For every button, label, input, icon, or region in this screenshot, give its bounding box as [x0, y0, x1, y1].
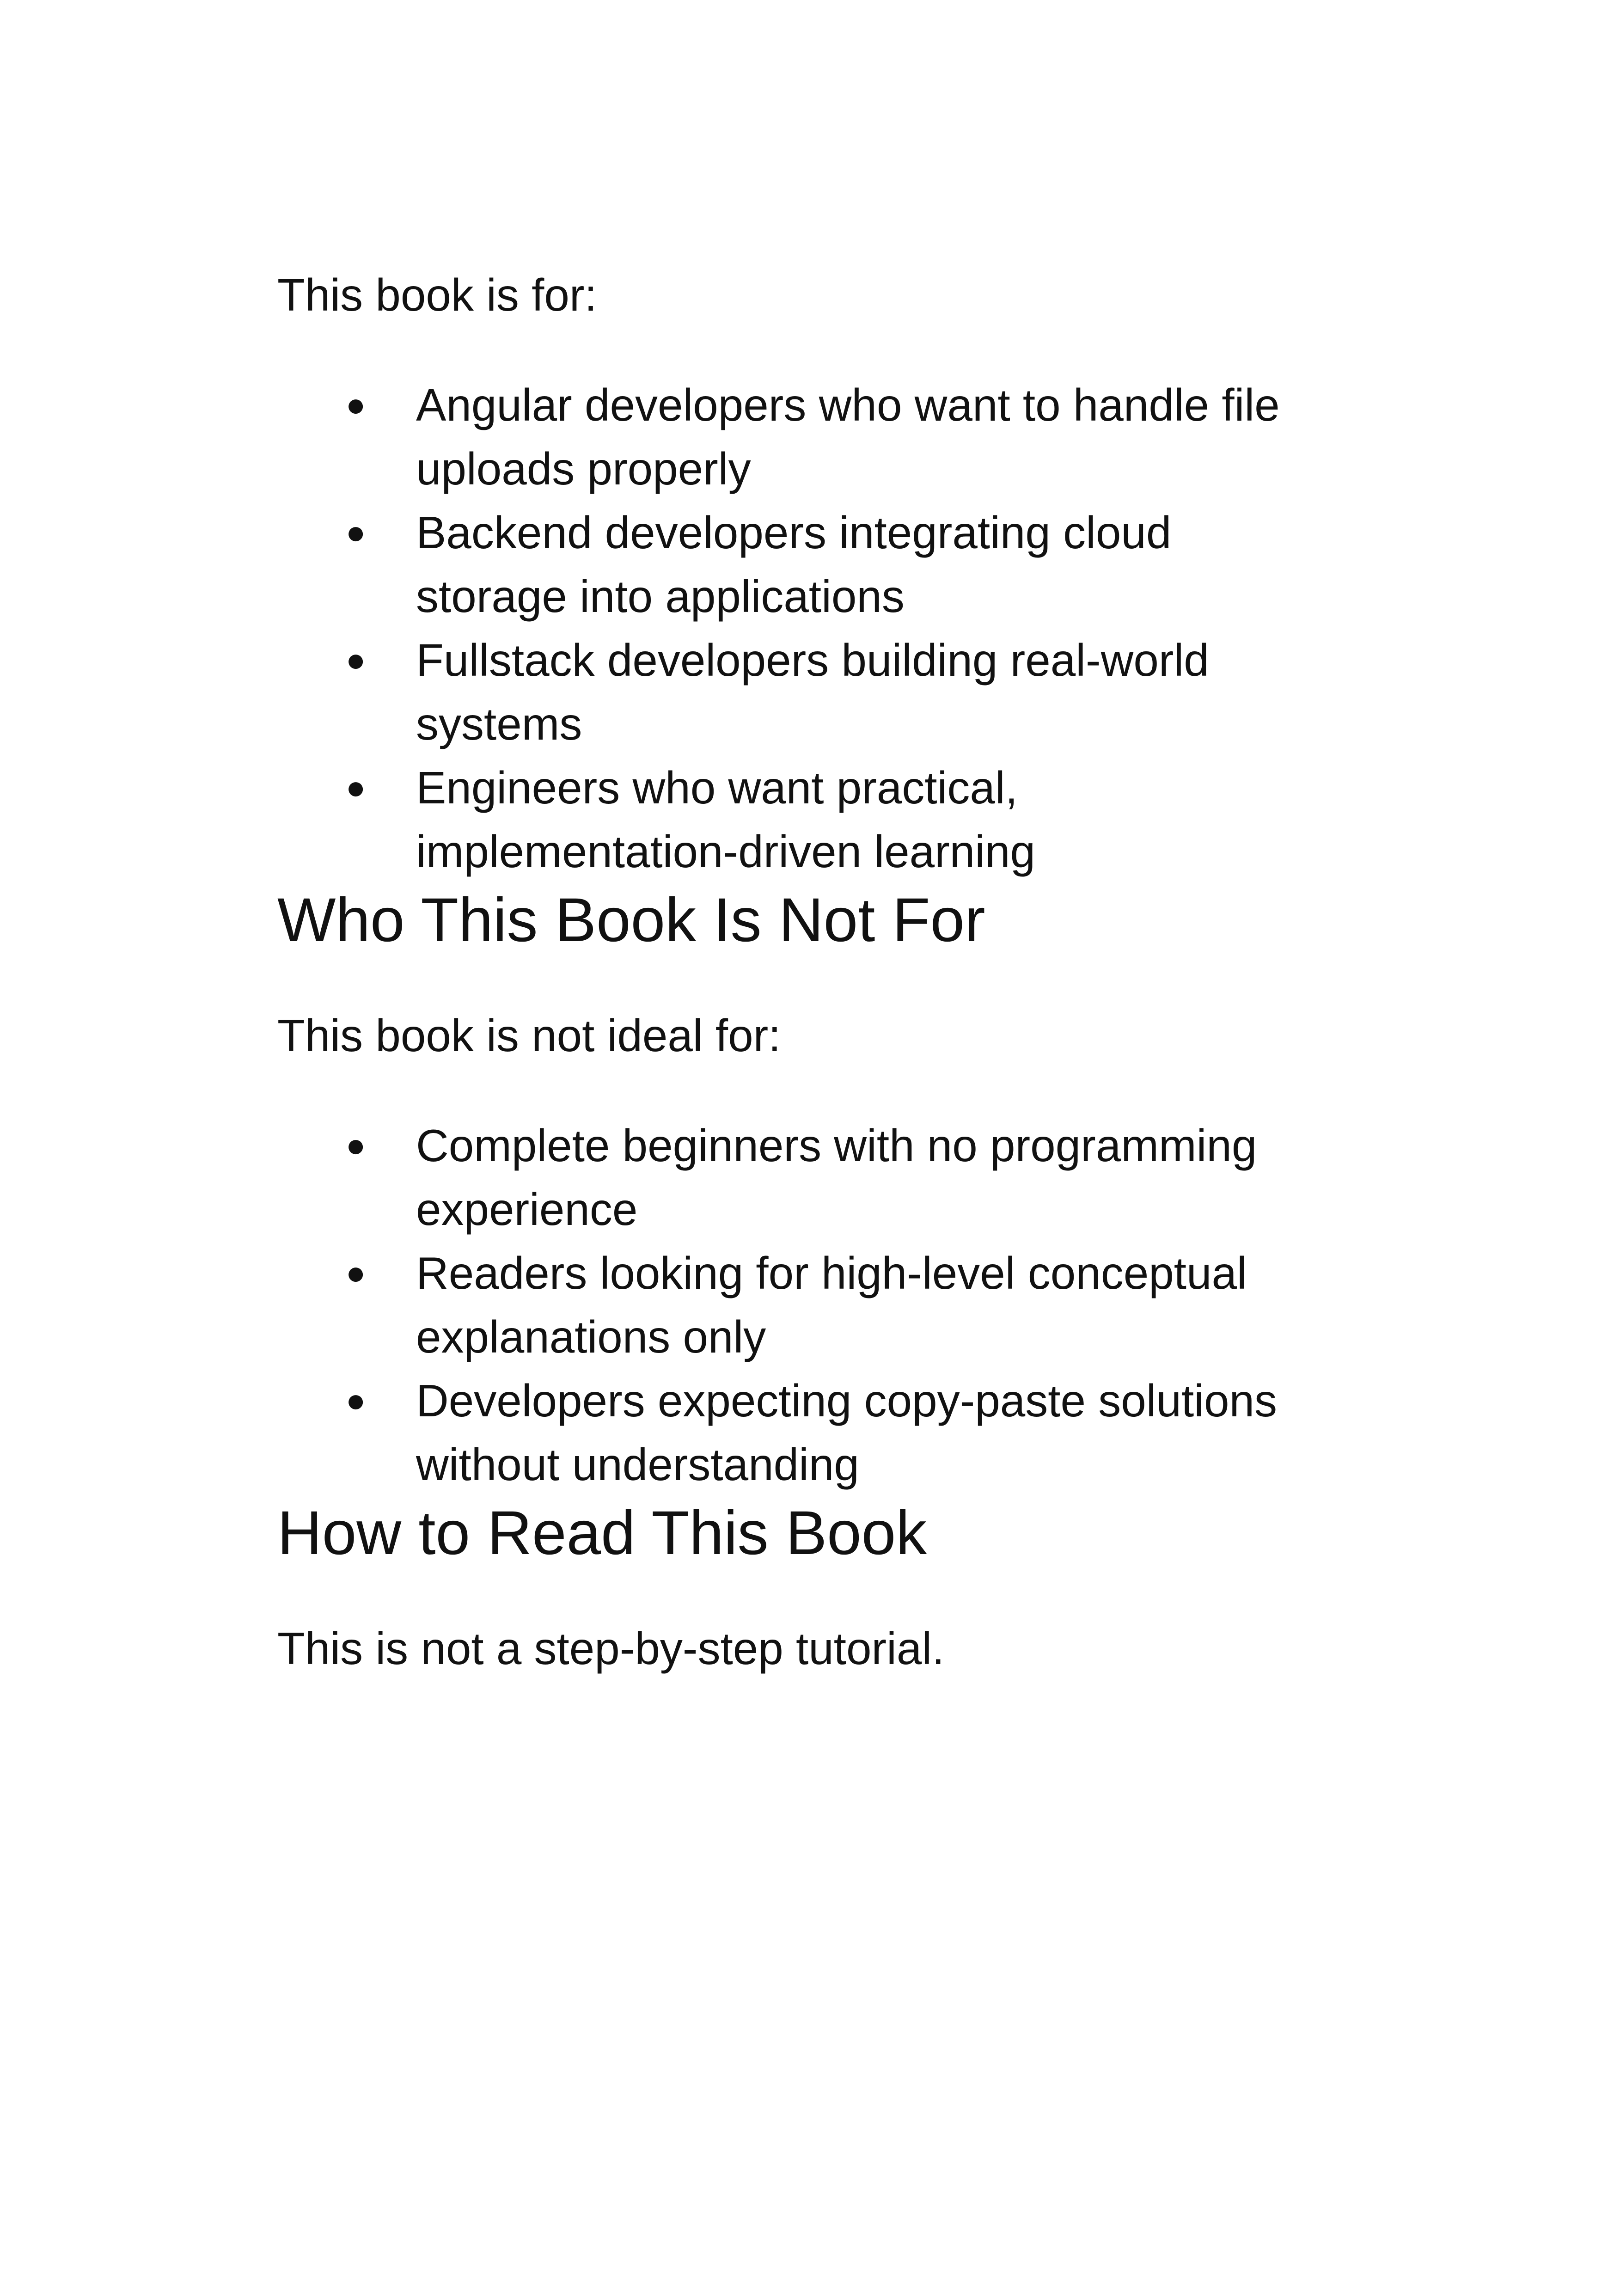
page-content: [277, 263, 1340, 1680]
how-to-read-text: This is not a step-by-step tutorial.: [277, 1623, 945, 1674]
section-heading-not-for: Who This Book Is Not For: [277, 886, 985, 955]
bullet-icon: ●: [346, 1382, 366, 1420]
list-item: [277, 373, 1322, 501]
bullet-icon: ●: [346, 386, 366, 424]
list-item-text: Angular developers who want to handle file uploads properly: [416, 380, 1280, 495]
list-item-text: Developers expecting copy-paste solutions without understanding: [416, 1375, 1278, 1490]
list-item: [277, 1114, 1322, 1241]
list-item: [277, 1241, 1322, 1369]
bullet-icon: ●: [346, 1255, 366, 1292]
not-for-list: [277, 1114, 1340, 1496]
list-item-text: Engineers who want practical, implementation-driven learning: [416, 762, 1036, 877]
list-item: [277, 628, 1322, 756]
bullet-icon: ●: [346, 769, 366, 807]
list-item-text: Readers looking for high-level conceptual explanations only: [416, 1248, 1247, 1363]
audience-list: [277, 373, 1340, 883]
bullet-icon: ●: [346, 642, 366, 679]
audience-intro: This book is for:: [277, 269, 597, 320]
list-item-text: Complete beginners with no programming experience: [416, 1120, 1257, 1235]
not-for-intro: This book is not ideal for:: [277, 1010, 781, 1061]
bullet-icon: ●: [346, 514, 366, 551]
list-item: [277, 756, 1322, 883]
list-item-text: Backend developers integrating cloud storage into applications: [416, 507, 1172, 622]
list-item-text: Fullstack developers building real-world systems: [416, 635, 1209, 750]
bullet-icon: ●: [346, 1127, 366, 1164]
section-heading-how-to-read: How to Read This Book: [277, 1499, 927, 1568]
list-item: [277, 501, 1322, 628]
list-item: [277, 1369, 1322, 1496]
